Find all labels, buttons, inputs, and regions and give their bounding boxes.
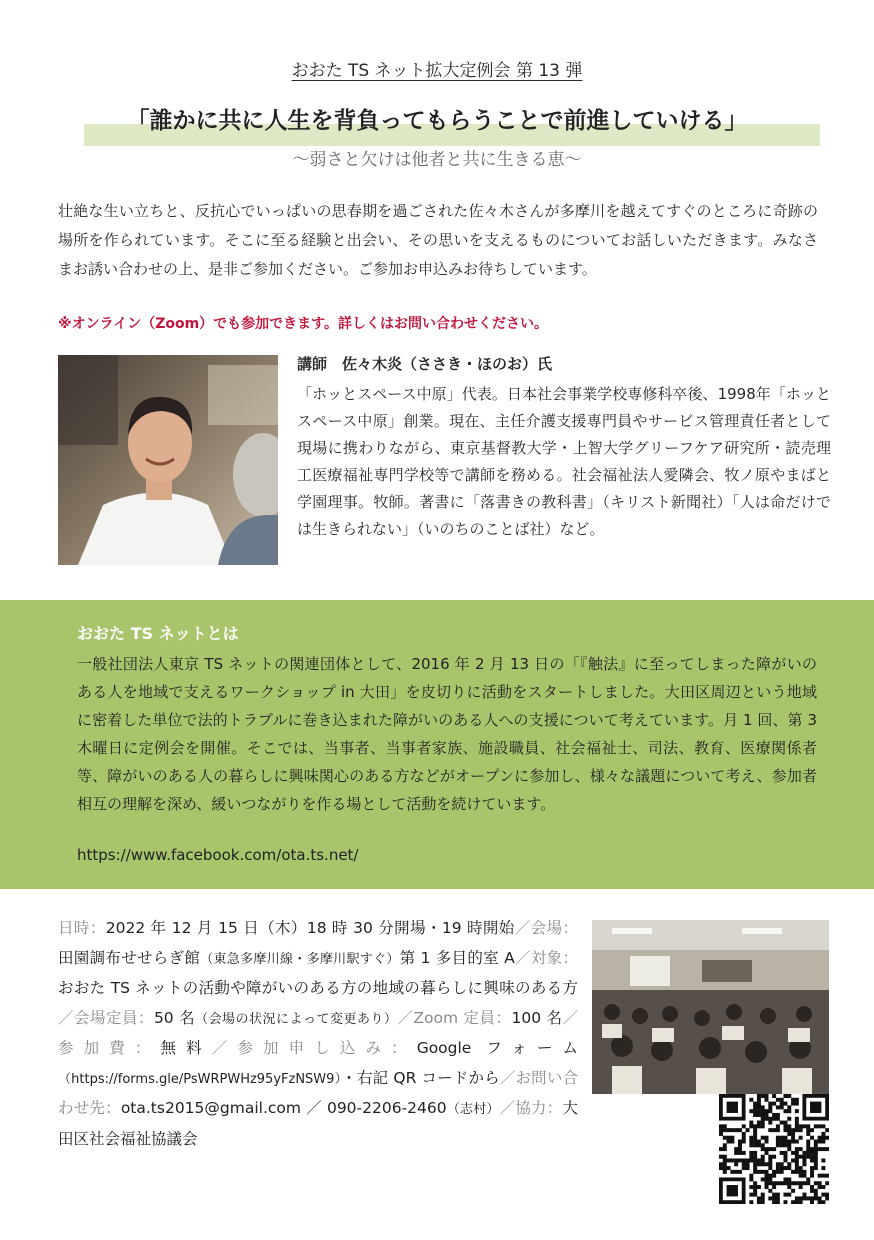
speaker-name: 講師 佐々木炎（ささき・ほのお）氏	[297, 355, 553, 373]
fee: 無料	[160, 1039, 212, 1057]
qr-code[interactable]	[719, 1094, 829, 1204]
contact-email[interactable]: ota.ts2015@gmail.com	[120, 1099, 301, 1117]
facebook-link[interactable]: https://www.facebook.com/ota.ts.net/	[77, 846, 359, 864]
page-title: 「誰かに共に人生を背負ってもらうことで前進していける」	[126, 108, 748, 134]
page-subtitle: ～弱さと欠けは他者と共に生きる恵～	[292, 150, 582, 170]
intro-text: 壮絶な生い立ちと、反抗心でいっぱいの思春期を過ごされた佐々木さんが多摩川を越えてすぐのところに奇跡の場所を作られています。そこに至る経験と出会い、その思いを支えるものについてお話しいただきます。みなさまお誘い合わせの上、是非ご参加ください。ご参加お申込みお待ちしています。	[58, 202, 818, 278]
about-title: おおた TS ネットとは	[77, 624, 239, 643]
phone-note: （志村）	[446, 1102, 500, 1117]
coop-label: ／協力：	[499, 1099, 563, 1117]
zoom-label: ／Zoom 定員：	[397, 1008, 512, 1027]
speaker-photo	[58, 355, 278, 565]
contact-phone: 090-2206-2460	[326, 1099, 447, 1117]
contact-label: ／お問い合わせ先：	[58, 1068, 578, 1117]
capacity: 50 名	[153, 1008, 196, 1027]
apply-qr: ・右記 QR コードから	[341, 1068, 500, 1087]
apply-label: ／参加申し込み：	[211, 1039, 417, 1057]
apply-url[interactable]: （https://forms.gle/PsWRPWHz95yFzNSW9）	[58, 1071, 342, 1087]
about-body: 一般社団法人東京 TS ネットの関連団体として、2016 年 2 月 13 日の「『触法』に至ってしまった障がいのある人を地域で支えるワークショップ in 大田」を皮切りに活動をスタートしました。大田区周辺という地域に密着した単位で法的トラブルに巻き込まれた障がいのある人への支援について考えています。月 1 回、第 3 木曜日に定例会を開催。そこでは、当事者、当事者家族、施設職員、社会福祉士、司法、教育、医療関係者等、障がいのある人の暮らしに興味関心のある方などがオープンに参加し、様々な議題について考え、参加者相互の理解を深め、緩いつながりを作る場として活動を続けています。	[77, 655, 817, 813]
event-date: 2022 年 12 月 15 日（木）18 時 30 分開場・19 時開始	[105, 919, 515, 937]
event-info	[58, 914, 578, 1154]
event-series: おおた TS ネット拡大定例会 第 13 弾	[291, 61, 583, 81]
capacity-note: （会場の状況によって変更あり）	[195, 1011, 398, 1027]
venue: 田園調布せせらぎ館	[58, 948, 201, 967]
capacity-label: ／会場定員：	[58, 1008, 154, 1027]
apply-form: Google フォーム	[416, 1039, 578, 1057]
venue-access: （東急多摩川線・多摩川駅すぐ）	[200, 951, 400, 967]
meeting-photo	[592, 920, 829, 1094]
online-note: ※オンライン（Zoom）でも参加できます。詳しくはお問い合わせください。	[58, 316, 549, 332]
target: おおた TS ネットの活動や障がいのある方の地域の暮らしに興味のある方	[58, 979, 578, 997]
zoom-capacity: 100 名	[511, 1008, 563, 1027]
speaker-bio: 「ホッとスペース中原」代表。日本社会事業学校専修科卒後、1998年「ホッとスペース中原」創業。現在、主任介護支援専門員やサービス管理責任者として現場に携わりながら、東京基督教大学・上智大学グリーフケア研究所・読売理工医療福祉専門学校等で講師を務める。社会福祉法人愛隣会、牧ノ原やまばと学園理事。牧師。著書に「落書きの教科書」（キリスト新聞社）「人は命だけでは生きられない」（いのちのことば社）など。	[297, 385, 831, 538]
fee-label: ／参加費：	[58, 1008, 578, 1057]
target-label: ／対象：	[514, 948, 578, 967]
coop: 大田区社会福祉協議会	[58, 1099, 578, 1148]
contact-separator: ／	[300, 1099, 327, 1117]
date-label: 日時：	[58, 919, 106, 937]
room: 第 1 多目的室 A	[399, 948, 515, 967]
venue-label: ／会場：	[514, 919, 578, 937]
